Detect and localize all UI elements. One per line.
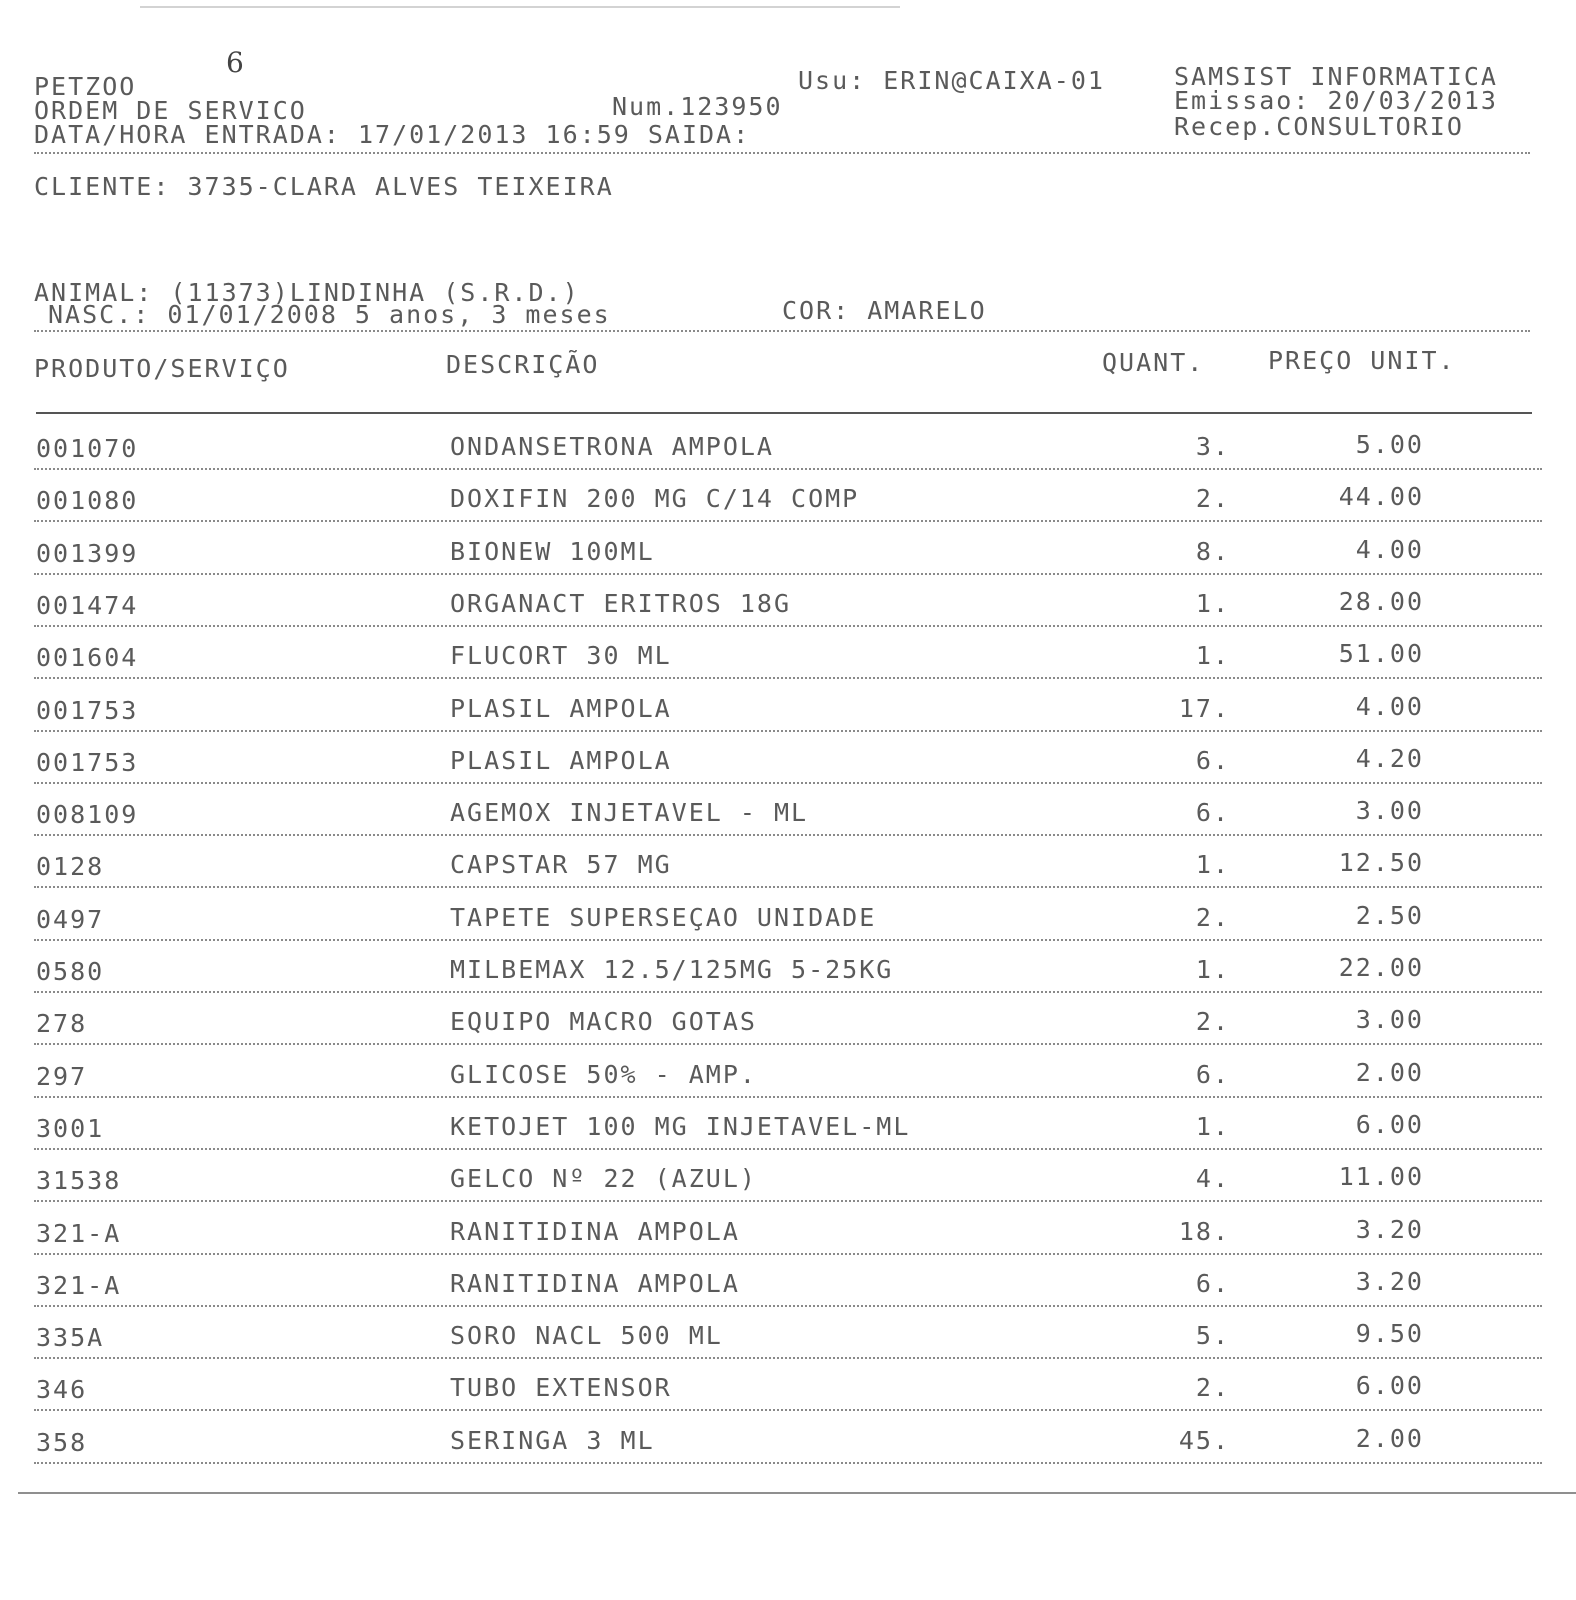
header-quantity: QUANT. [1102,348,1205,377]
row-separator [34,1096,1542,1098]
item-unit-price: 3.20 [1355,1214,1424,1244]
row-separator [34,991,1542,993]
table-row [0,1102,1576,1154]
item-unit-price: 12.50 [1338,848,1424,878]
item-unit-price: 3.00 [1355,796,1424,826]
item-unit-price: 3.20 [1355,1266,1424,1296]
row-separator [34,939,1542,941]
item-code: 3001 [36,1113,105,1143]
order-number: Num.123950 [612,92,783,121]
item-description: SORO NACL 500 ML [450,1321,723,1351]
item-code: 297 [36,1061,88,1091]
item-quantity: 1. [1195,641,1230,671]
table-header-rule [36,412,1532,414]
table-row [0,840,1576,892]
item-code: 001080 [36,486,139,516]
item-unit-price: 3.00 [1355,1005,1424,1035]
item-description: MILBEMAX 12.5/125MG 5-25KG [450,955,894,984]
item-quantity: 2. [1195,902,1230,932]
item-description: TUBO EXTENSOR [450,1373,672,1403]
item-quantity: 17. [1178,693,1230,723]
item-quantity: 18. [1178,1216,1230,1246]
item-quantity: 4. [1195,1164,1230,1194]
item-quantity: 6. [1195,798,1230,828]
item-quantity: 6. [1195,745,1230,775]
item-code: 278 [36,1009,88,1039]
row-separator [34,468,1542,470]
item-quantity: 1. [1195,850,1230,880]
row-separator [34,520,1542,522]
item-description: CAPSTAR 57 MG [450,850,672,880]
item-description: PLASIL AMPOLA [450,745,672,775]
item-description: FLUCORT 30 ML [450,641,672,671]
row-separator [34,1200,1542,1202]
row-separator [34,677,1542,679]
scan-artifact [140,0,900,8]
table-row [0,736,1576,788]
item-unit-price: 28.00 [1338,586,1424,616]
item-unit-price: 9.50 [1355,1319,1424,1349]
item-unit-price: 2.00 [1355,1423,1424,1453]
item-code: 31538 [36,1166,122,1196]
animal-birth: NASC.: 01/01/2008 5 anos, 3 meses [48,300,611,329]
item-unit-price: 6.00 [1355,1371,1424,1401]
table-row [0,1259,1576,1311]
item-code: 001604 [36,643,139,673]
row-separator [34,1253,1542,1255]
item-unit-price: 4.00 [1355,691,1424,721]
table-row [0,527,1576,579]
table-row [0,684,1576,736]
item-unit-price: 6.00 [1355,1109,1424,1139]
item-quantity: 1. [1195,588,1230,618]
header-divider [34,152,1530,154]
item-description: GLICOSE 50% - AMP. [450,1059,757,1089]
item-description: SERINGA 3 ML [450,1425,655,1455]
item-code: 321-A [36,1270,122,1300]
table-row [0,422,1576,474]
item-quantity: 1. [1195,955,1230,984]
item-unit-price: 22.00 [1338,953,1424,982]
header-description: DESCRIÇÃO [446,350,600,379]
header-unit-price: PREÇO UNIT. [1268,346,1456,375]
item-code: 321-A [36,1218,122,1248]
table-row [0,474,1576,526]
item-quantity: 6. [1195,1268,1230,1298]
company-name: PETZOO [34,72,137,101]
row-separator [34,1462,1542,1464]
table-row [0,1207,1576,1259]
row-separator [34,730,1542,732]
item-code: 358 [36,1427,88,1457]
table-row [0,1363,1576,1415]
item-description: RANITIDINA AMPOLA [450,1216,740,1246]
vendor-name: SAMSIST INFORMATICA [1174,62,1498,91]
table-row [0,579,1576,631]
row-separator [34,834,1542,836]
row-separator [34,1148,1542,1150]
item-quantity: 3. [1195,432,1230,461]
client-line: CLIENTE: 3735-CLARA ALVES TEIXEIRA [34,172,614,201]
row-separator [34,1305,1542,1307]
row-separator [34,782,1542,784]
document-type: ORDEM DE SERVICO [34,96,307,125]
item-code: 008109 [36,800,139,830]
row-separator [34,1043,1542,1045]
item-description: RANITIDINA AMPOLA [450,1268,740,1298]
table-row [0,997,1576,1049]
table-row [0,1050,1576,1102]
animal-color: COR: AMARELO [782,296,987,325]
handwritten-page-number: 6 [226,46,244,79]
item-code: 346 [36,1375,88,1405]
item-unit-price: 2.00 [1355,1057,1424,1087]
item-code: 001753 [36,695,139,725]
item-description: EQUIPO MACRO GOTAS [450,1007,757,1037]
item-unit-price: 5.00 [1355,430,1424,459]
table-row [0,1416,1576,1468]
item-quantity: 45. [1178,1425,1230,1455]
item-quantity: 2. [1195,1373,1230,1403]
user-info: Usu: ERIN@CAIXA-01 [798,66,1105,95]
item-unit-price: 4.00 [1355,534,1424,564]
item-code: 0128 [36,852,105,882]
item-unit-price: 44.00 [1338,482,1424,512]
row-separator [34,573,1542,575]
item-quantity: 2. [1195,1007,1230,1037]
table-row [0,1311,1576,1363]
table-row [0,1154,1576,1206]
item-description: BIONEW 100ML [450,536,655,566]
animal-divider [34,330,1530,332]
item-unit-price: 2.50 [1355,900,1424,930]
item-code: 335A [36,1323,105,1353]
row-separator [34,886,1542,888]
table-row [0,945,1576,997]
reception: Recep.CONSULTORIO [1174,112,1464,141]
table-row [0,893,1576,945]
item-description: GELCO Nº 22 (AZUL) [450,1164,757,1194]
item-code: 001399 [36,538,139,568]
item-quantity: 5. [1195,1321,1230,1351]
row-separator [34,625,1542,627]
item-description: AGEMOX INJETAVEL - ML [450,798,809,828]
item-quantity: 8. [1195,536,1230,566]
item-unit-price: 4.20 [1355,743,1424,773]
table-row [0,631,1576,683]
item-description: ORGANACT ERITROS 18G [450,588,792,618]
paper-bottom-edge [18,1492,1576,1494]
table-row [0,788,1576,840]
item-quantity: 1. [1195,1111,1230,1141]
row-separator [34,1409,1542,1411]
issue-date: Emissao: 20/03/2013 [1174,86,1498,115]
item-description: DOXIFIN 200 MG C/14 COMP [450,484,860,514]
item-code: 001070 [36,434,139,463]
item-code: 0497 [36,904,105,934]
item-quantity: 2. [1195,484,1230,514]
item-quantity: 6. [1195,1059,1230,1089]
item-description: ONDANSETRONA AMPOLA [450,432,774,461]
row-separator [34,1357,1542,1359]
item-description: TAPETE SUPERSEÇAO UNIDADE [450,902,877,932]
header-product: PRODUTO/SERVIÇO [34,354,290,383]
item-description: PLASIL AMPOLA [450,693,672,723]
item-code: 001474 [36,590,139,620]
entry-datetime: DATA/HORA ENTRADA: 17/01/2013 16:59 SAIDA: [34,120,751,149]
item-description: KETOJET 100 MG INJETAVEL-ML [450,1111,911,1141]
animal-line: ANIMAL: (11373)LINDINHA (S.R.D.) [34,278,580,307]
item-code: 001753 [36,747,139,777]
item-code: 0580 [36,957,105,986]
item-unit-price: 51.00 [1338,639,1424,669]
item-unit-price: 11.00 [1338,1162,1424,1192]
